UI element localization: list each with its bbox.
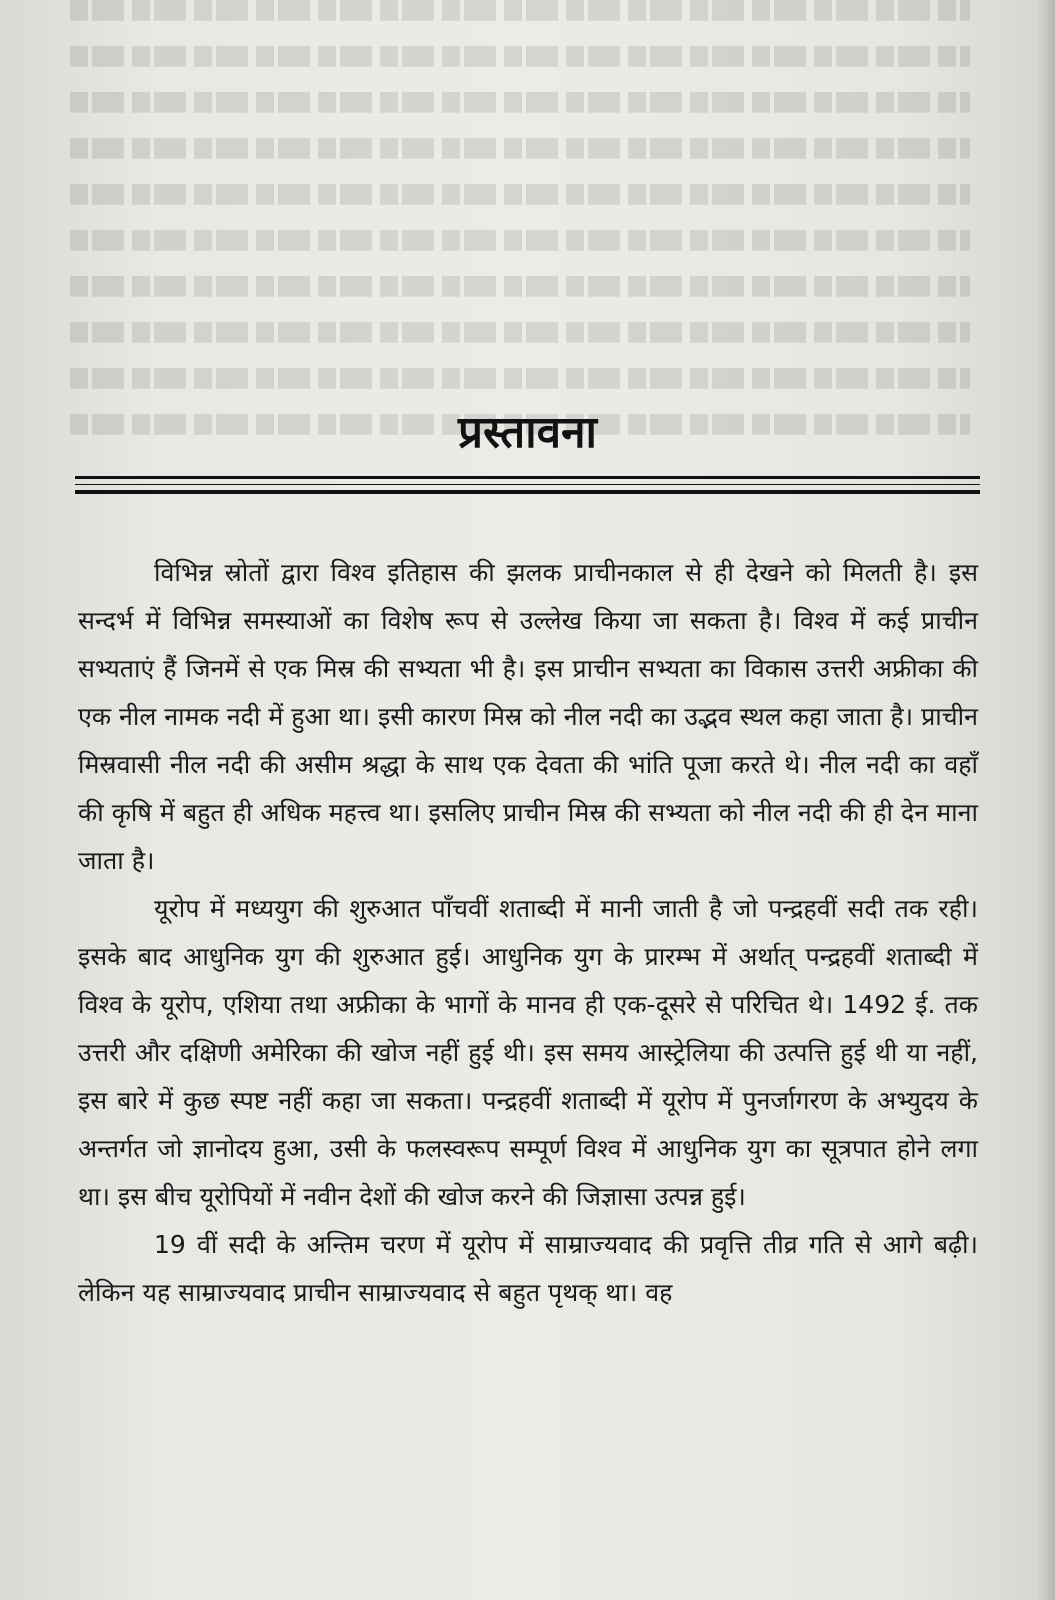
paragraph-3: 19 वीं सदी के अन्तिम चरण में यूरोप में साम्राज्यवाद की प्रवृत्ति तीव्र गति से आगे बढ़ी। लेकिन यह साम्राज्यवाद प्राचीन साम्राज्यवाद से बहुत पृथक् था। वह (78, 1230, 978, 1307)
paragraph-2: यूरोप में मध्ययुग की शुरुआत पाँचवीं शताब्दी में मानी जाती है जो पन्द्रहवीं सदी तक रही। इसके बाद आधुनिक युग की शुरुआत हुई। आधुनिक युग के प्रारम्भ में अर्थात् पन्द्रहवीं शताब्दी में विश्व के यूरोप, एशिया तथा अफ्रीका के भागों के मानव ही एक-दूसरे से परिचित थे। 1492 ई. तक उत्तरी और दक्षिणी अमेरिका की खोज नहीं हुई थी। इस समय आस्ट्रेलिया की उत्पत्ति हुई थी या नहीं, इस बारे में कुछ स्पष्ट नहीं कहा जा सकता। पन्द्रहवीं शताब्दी में यूरोप में पुनर्जागरण के अभ्युदय के अन्तर्गत जो ज्ञानोदय हुआ, उसी के फलस्वरूप सम्पूर्ण विश्व में आधुनिक युग का सूत्रपात होने लगा था। इस बीच यूरोपियों में नवीन देशों की खोज करने की जिज्ञासा उत्पन्न हुई। (78, 894, 978, 1211)
title-double-rule (75, 476, 980, 494)
title-rule-inner-line (75, 484, 980, 485)
page-title: प्रस्तावना (458, 407, 597, 458)
body-text (78, 549, 978, 1317)
page-edge-shadow (1037, 0, 1055, 1600)
paragraph-1: विभिन्न स्रोतों द्वारा विश्व इतिहास की झलक प्राचीनकाल से ही देखने को मिलती है। इस सन्दर्भ में विभिन्न समस्याओं का विशेष रूप से उल्लेख किया जा सकता है। विश्व में कई प्राचीन सभ्यताएं हैं जिनमें से एक मिस्र की सभ्यता भी है। इस प्राचीन सभ्यता का विकास उत्तरी अफ्रीका की एक नील नामक नदी में हुआ था। इसी कारण मिस्र को नील नदी का उद्भव स्थल कहा जाता है। प्राचीन मिस्रवासी नील नदी की असीम श्रद्धा के साथ एक देवता की भांति पूजा करते थे। नील नदी का वहाँ की कृषि में बहुत ही अधिक महत्त्व था। इसलिए प्राचीन मिस्र की सभ्यता को नील नदी की ही देन माना जाता है। (78, 558, 978, 875)
